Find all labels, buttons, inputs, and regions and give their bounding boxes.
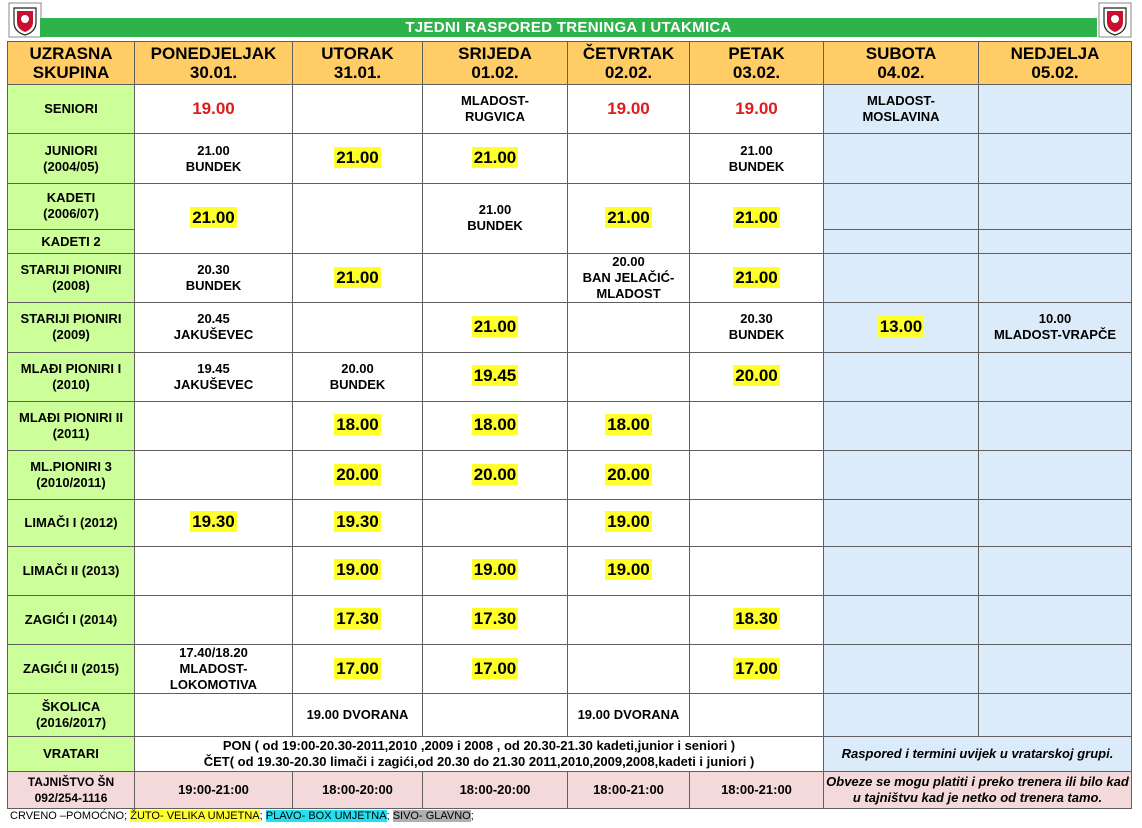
- cell-text: BUNDEK: [329, 376, 386, 392]
- time-highlight: 19.30: [336, 512, 379, 532]
- schedule-cell-fri: [690, 451, 824, 500]
- schedule-cell-sat: [824, 451, 979, 500]
- schedule-cell-wed: [423, 645, 568, 694]
- group-cell: [8, 352, 135, 401]
- schedule-cell-sun: [979, 595, 1132, 644]
- time-red: 19.00: [192, 98, 235, 118]
- color-legend: CRVENO –POMOĆNO; ŽUTO- VELIKA UMJETNA; PLAVO- BOX UMJETNA; SIVO- GLAVNO;: [10, 810, 474, 822]
- schedule-cell-mon: [135, 352, 293, 401]
- schedule-cell-fri: [690, 595, 824, 644]
- schedule-cell-sat: [824, 694, 979, 736]
- schedule-cell-tue: [293, 352, 423, 401]
- schedule-cell-thu: [568, 352, 690, 401]
- group-cell: [8, 645, 135, 694]
- table-row: [8, 254, 1132, 303]
- table-row: [8, 451, 1132, 500]
- header-day: PETAK 03.02.: [690, 42, 824, 85]
- header-day: ČETVRTAK 02.02.: [568, 42, 690, 85]
- schedule-cell-thu: [568, 451, 690, 500]
- group-cell: TAJNIŠTVO ŠN 092/254-1116: [8, 771, 135, 808]
- cell-text: BUNDEK: [185, 278, 242, 294]
- schedule-cell-fri: [690, 500, 824, 546]
- schedule-cell-sun: [979, 352, 1132, 401]
- legend-grey: SIVO: [392, 810, 419, 822]
- legend-yellow: ŽUTO: [130, 810, 160, 822]
- schedule-cell-mon: [135, 134, 293, 183]
- schedule-cell-tue: [293, 254, 423, 303]
- schedule-cell-sat: [824, 85, 979, 134]
- cell-text: JAKUŠEVEC: [173, 376, 254, 392]
- schedule-cell-tue: [293, 546, 423, 595]
- time-highlight: 21.00: [336, 267, 379, 287]
- time-highlight: 19.00: [336, 560, 379, 580]
- schedule-cell-fri: [690, 303, 824, 352]
- schedule-cell-sun: [979, 303, 1132, 352]
- cell-text: 20.00: [612, 254, 645, 270]
- schedule-cell-sat: [824, 352, 979, 401]
- schedule-cell-wed: [423, 183, 568, 253]
- club-crest-icon: [8, 2, 42, 38]
- time-highlight: 21.00: [473, 148, 517, 168]
- cell-text: BAN JELAČIĆ-: [582, 270, 675, 286]
- secretary-hours: 18:00-21:00: [568, 771, 690, 808]
- schedule-cell-fri: [690, 254, 824, 303]
- time-highlight: 18.00: [473, 415, 517, 435]
- group-label: LIMAČI II (2013): [22, 562, 120, 578]
- schedule-cell-mon: [135, 401, 293, 450]
- group-label: STARIJI PIONIRI: [20, 311, 122, 327]
- schedule-cell-wed: [423, 595, 568, 644]
- cell-text: 21.00: [740, 142, 773, 158]
- time-highlight: 19.00: [607, 560, 650, 580]
- group-label: ML.PIONIRI 3: [30, 459, 112, 475]
- cell-text: MLADOST-: [867, 93, 935, 109]
- cell-text: MLADOST-: [461, 93, 529, 109]
- schedule-cell-tue: [293, 134, 423, 183]
- schedule-cell-fri: [690, 352, 824, 401]
- legend-blue: PLAVO: [265, 810, 302, 822]
- schedule-cell-sat: [824, 303, 979, 352]
- time-highlight: 19.00: [607, 512, 650, 532]
- cell-text: MOSLAVINA: [862, 109, 940, 125]
- secretary-row: [8, 771, 1132, 808]
- time-highlight: 20.00: [336, 464, 379, 484]
- table-row: [8, 85, 1132, 134]
- schedule-cell-wed: [423, 352, 568, 401]
- table-row: [8, 303, 1132, 352]
- time-highlight: 21.00: [735, 207, 778, 227]
- schedule-cell-sat: [824, 595, 979, 644]
- schedule-cell-thu: [568, 595, 690, 644]
- time-highlight: 18.30: [735, 609, 778, 629]
- schedule-cell-fri: [690, 401, 824, 450]
- cell-text: 20.30: [197, 262, 230, 278]
- schedule-cell-thu: [568, 546, 690, 595]
- schedule-cell-sun: [979, 645, 1132, 694]
- schedule-cell-sun: [979, 451, 1132, 500]
- group-cell: [8, 546, 135, 595]
- schedule-cell-thu: [568, 134, 690, 183]
- group-label: (2004/05): [43, 158, 99, 174]
- schedule-cell-sat: [824, 401, 979, 450]
- time-highlight: 21.00: [473, 316, 517, 336]
- table-row: [8, 352, 1132, 401]
- time-highlight: 19.00: [473, 560, 517, 580]
- schedule-cell-fri: [690, 85, 824, 134]
- schedule-cell-sat: [824, 134, 979, 183]
- schedule-cell-thu: [568, 85, 690, 134]
- group-label: KADETI: [46, 190, 96, 206]
- schedule-cell-thu: [568, 183, 690, 253]
- schedule-cell-sun: [979, 500, 1132, 546]
- schedule-cell-wed: [423, 85, 568, 134]
- cell-text: BUNDEK: [728, 327, 785, 343]
- schedule-cell-thu: [568, 500, 690, 546]
- cell-text: 19.00 DVORANA: [306, 706, 409, 722]
- time-highlight: 20.00: [473, 464, 517, 484]
- table-row: [8, 134, 1132, 183]
- time-highlight: 20.00: [607, 464, 650, 484]
- table-row: [8, 183, 1132, 229]
- schedule-cell-tue: [293, 645, 423, 694]
- group-cell: [8, 451, 135, 500]
- group-label: ŠKOLICA: [41, 698, 101, 714]
- goalkeepers-row: [8, 736, 1132, 771]
- schedule-cell-fri: [690, 183, 824, 253]
- schedule-cell-sun: [979, 85, 1132, 134]
- cell-text: MLADOST-VRAPČE: [993, 327, 1117, 343]
- cell-text: 17.40/18.20: [179, 645, 248, 661]
- schedule-cell-sun: [979, 229, 1132, 253]
- schedule-cell-mon: [135, 451, 293, 500]
- schedule-cell-wed: [423, 546, 568, 595]
- schedule-cell-wed: [423, 134, 568, 183]
- group-label: KADETI 2: [41, 233, 101, 249]
- schedule-cell-tue: [293, 401, 423, 450]
- cell-text: 19.45: [197, 360, 230, 376]
- schedule-cell-thu: [568, 694, 690, 736]
- cell-text: 20.30: [740, 311, 773, 327]
- group-cell: [8, 595, 135, 644]
- secretary-hours: 18:00-20:00: [423, 771, 568, 808]
- group-label: SENIORI: [44, 101, 98, 117]
- schedule-cell-mon: [135, 183, 293, 253]
- cell-text: MLADOST: [596, 286, 661, 302]
- schedule-cell-thu: [568, 254, 690, 303]
- time-highlight: 17.30: [473, 609, 517, 629]
- time-highlight: 21.00: [336, 148, 379, 168]
- time-highlight: 21.00: [735, 267, 778, 287]
- time-highlight: 21.00: [192, 207, 235, 227]
- time-highlight: 17.00: [473, 658, 517, 678]
- group-label: (2010): [52, 376, 90, 392]
- cell-text: RUGVICA: [465, 109, 525, 125]
- schedule-cell-sun: [979, 254, 1132, 303]
- schedule-cell-sun: [979, 694, 1132, 736]
- cell-text: 10.00: [1038, 311, 1072, 327]
- group-label: LIMAČI I (2012): [24, 514, 118, 530]
- schedule-table: [7, 41, 1132, 809]
- secretary-hours: 18:00-21:00: [690, 771, 824, 808]
- schedule-cell-fri: [690, 645, 824, 694]
- schedule-cell-sat: [824, 229, 979, 253]
- table-row: [8, 500, 1132, 546]
- group-cell: [8, 500, 135, 546]
- group-cell: [8, 183, 135, 229]
- header-day: NEDJELJA 05.02.: [979, 42, 1132, 85]
- table-row: [8, 401, 1132, 450]
- group-label: (2006/07): [43, 206, 99, 222]
- cell-text: BUNDEK: [467, 218, 523, 234]
- group-cell: [8, 134, 135, 183]
- time-highlight: 17.30: [336, 609, 379, 629]
- schedule-cell-fri: [690, 694, 824, 736]
- schedule-cell-tue: [293, 451, 423, 500]
- schedule-cell-sat: [824, 254, 979, 303]
- schedule-cell-mon: [135, 303, 293, 352]
- group-cell: [8, 694, 135, 736]
- schedule-cell-sun: [979, 401, 1132, 450]
- schedule-cell-mon: [135, 694, 293, 736]
- schedule-cell-fri: [690, 546, 824, 595]
- group-label: (2016/2017): [35, 714, 107, 730]
- header-day: PONEDJELJAK 30.01.: [135, 42, 293, 85]
- table-row: [8, 546, 1132, 595]
- group-label: STARIJI PIONIRI: [20, 262, 122, 278]
- schedule-cell-tue: [293, 595, 423, 644]
- time-red: 19.00: [735, 98, 778, 118]
- group-label: ZAGIĆI II (2015): [22, 661, 120, 677]
- time-highlight: 17.00: [336, 658, 379, 678]
- schedule-cell-thu: [568, 645, 690, 694]
- time-highlight: 21.00: [607, 207, 650, 227]
- header-day: SUBOTA 04.02.: [824, 42, 979, 85]
- group-cell: [8, 401, 135, 450]
- schedule-cell-tue: [293, 500, 423, 546]
- time-highlight: 19.30: [192, 512, 235, 532]
- group-cell: VRATARI: [8, 736, 135, 771]
- schedule-cell-tue: [293, 183, 423, 253]
- group-label: MLAĐI PIONIRI II: [19, 409, 123, 425]
- group-cell: [8, 229, 135, 253]
- club-crest-icon: [1098, 2, 1132, 38]
- group-label: JUNIORI: [44, 142, 98, 158]
- schedule-cell-mon: [135, 546, 293, 595]
- cell-text: LOKOMOTIVA: [169, 677, 258, 693]
- time-highlight: 13.00: [879, 316, 923, 336]
- cell-text: 20.00: [341, 360, 374, 376]
- header-day: SRIJEDA 01.02.: [423, 42, 568, 85]
- cell-text: 20.45: [197, 311, 230, 327]
- group-label: (2008): [52, 278, 90, 294]
- schedule-cell-thu: [568, 401, 690, 450]
- group-cell: [8, 85, 135, 134]
- time-highlight: 19.45: [473, 366, 517, 386]
- secretary-hours: 18:00-20:00: [293, 771, 423, 808]
- cell-text: 19.00 DVORANA: [577, 706, 680, 722]
- schedule-cell-sun: [979, 134, 1132, 183]
- schedule-cell-fri: [690, 134, 824, 183]
- schedule-cell-tue: [293, 694, 423, 736]
- secretary-note: Obveze se mogu platiti i preko trenera ili bilo kad u tajništvu kad je netko od trenera tamo.: [824, 771, 1132, 808]
- schedule-cell-sat: [824, 645, 979, 694]
- time-red: 19.00: [607, 98, 650, 118]
- cell-text: BUNDEK: [728, 158, 785, 174]
- table-row: [8, 595, 1132, 644]
- goalkeepers-note: Raspored i termini uvijek u vratarskoj grupi.: [824, 736, 1132, 771]
- group-label: (2010/2011): [36, 475, 106, 491]
- time-highlight: 17.00: [735, 658, 778, 678]
- schedule-cell-thu: [568, 303, 690, 352]
- cell-text: 21.00: [478, 202, 512, 218]
- time-highlight: 20.00: [735, 366, 778, 386]
- schedule-cell-wed: [423, 401, 568, 450]
- page-title: TJEDNI RASPORED TRENINGA I UTAKMICA: [40, 18, 1097, 37]
- time-highlight: 18.00: [607, 415, 650, 435]
- schedule-cell-tue: [293, 85, 423, 134]
- schedule-cell-sun: [979, 183, 1132, 229]
- schedule-cell-sat: [824, 546, 979, 595]
- schedule-cell-mon: [135, 595, 293, 644]
- schedule-cell-mon: [135, 500, 293, 546]
- group-label: (2009): [52, 327, 90, 343]
- schedule-cell-wed: [423, 694, 568, 736]
- schedule-cell-sat: [824, 183, 979, 229]
- table-row: [8, 694, 1132, 736]
- header-day: UTORAK 31.01.: [293, 42, 423, 85]
- schedule-cell-mon: [135, 85, 293, 134]
- table-row: [8, 645, 1132, 694]
- schedule-cell-tue: [293, 303, 423, 352]
- cell-text: 21.00: [197, 142, 230, 158]
- schedule-cell-sun: [979, 546, 1132, 595]
- time-highlight: 18.00: [336, 415, 379, 435]
- cell-text: BUNDEK: [185, 158, 242, 174]
- schedule-cell-wed: [423, 303, 568, 352]
- schedule-cell-wed: [423, 451, 568, 500]
- cell-text: MLADOST-: [179, 661, 248, 677]
- header-row: [8, 42, 1132, 85]
- schedule-cell-wed: [423, 254, 568, 303]
- schedule-cell-sat: [824, 500, 979, 546]
- group-label: (2011): [52, 425, 90, 441]
- header-group: UZRASNA SKUPINA: [8, 42, 135, 85]
- group-cell: [8, 254, 135, 303]
- group-cell: [8, 303, 135, 352]
- schedule-cell-mon: [135, 254, 293, 303]
- group-label: MLAĐI PIONIRI I: [20, 360, 122, 376]
- goalkeepers-schedule: PON ( od 19:00-20.30-2011,2010 ,2009 i 2008 , od 20.30-21.30 kadeti,junior i seniori ) ČET( od 19.30-20.30 limači i zagići,od 20.30 do 21.30 2011,2010,2009,2008,kadeti i juniori ): [135, 736, 824, 771]
- group-label: ZAGIĆI I (2014): [24, 611, 118, 627]
- schedule-cell-mon: [135, 645, 293, 694]
- schedule-cell-wed: [423, 500, 568, 546]
- secretary-hours: 19:00-21:00: [135, 771, 293, 808]
- cell-text: JAKUŠEVEC: [173, 327, 254, 343]
